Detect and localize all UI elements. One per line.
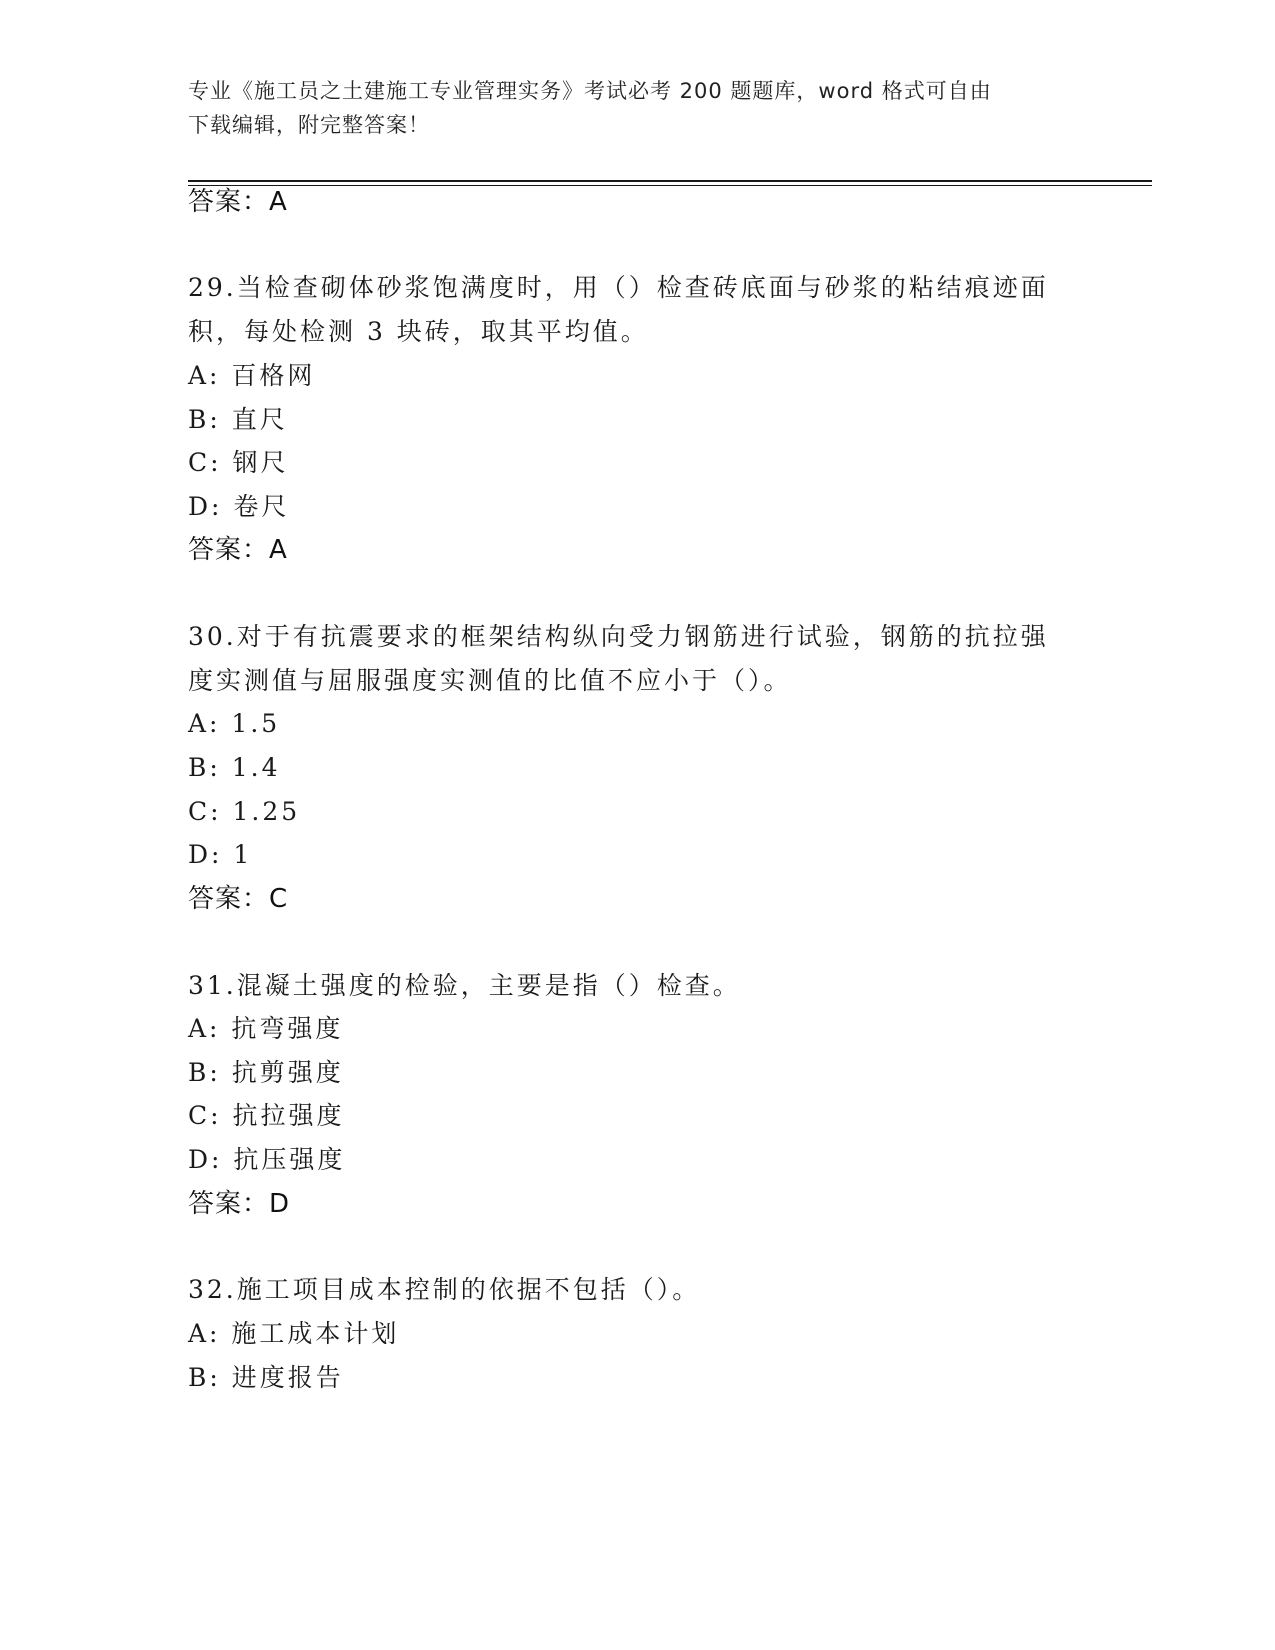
question-29-option-a: A: 百格网 [188, 361, 316, 390]
question-31-option-c: C: 抗拉强度 [188, 1101, 345, 1130]
question-32-option-a: A: 施工成本计划 [188, 1319, 400, 1348]
question-30-text-line-2: 度实测值与屈服强度实测值的比值不应小于（）。 [188, 666, 792, 695]
question-29-text-line-2: 积，每处检测 3 块砖，取其平均值。 [188, 317, 649, 346]
question-29-option-c: C: 钢尺 [188, 448, 289, 477]
document-header [188, 74, 1088, 142]
header-divider [188, 180, 1152, 182]
question-31-option-b: B: 抗剪强度 [188, 1058, 344, 1087]
question-31-text-line-1: 31.混凝土强度的检验，主要是指（）检查。 [188, 971, 741, 1000]
question-31-option-a: A: 抗弯强度 [188, 1014, 344, 1043]
question-30-option-b: B: 1.4 [188, 753, 281, 782]
question-30-option-d: D: 1 [188, 840, 253, 869]
header-line-2: 下载编辑，附完整答案！ [188, 113, 430, 137]
question-29-answer: 答案：A [188, 535, 288, 565]
question-30-option-c: C: 1.25 [188, 797, 301, 826]
question-29-option-d: D: 卷尺 [188, 492, 290, 521]
question-30-option-a: A: 1.5 [188, 709, 281, 738]
question-30-answer: 答案：C [188, 884, 289, 914]
question-30-text-line-1: 30.对于有抗震要求的框架结构纵向受力钢筋进行试验，钢筋的抗拉强 [188, 622, 1049, 651]
question-29-text-line-1: 29.当检查砌体砂浆饱满度时，用（）检查砖底面与砂浆的粘结痕迹面 [188, 273, 1049, 302]
question-29-option-b: B: 直尺 [188, 405, 288, 434]
header-divider-thin [188, 185, 1152, 186]
header-line-1: 专业《施工员之土建施工专业管理实务》考试必考 200 题题库，word 格式可自由 [188, 79, 992, 103]
question-32-text-line-1: 32.施工项目成本控制的依据不包括（）。 [188, 1275, 701, 1304]
top-answer: 答案：A [188, 187, 288, 217]
question-31-answer: 答案：D [188, 1189, 291, 1219]
question-31-option-d: D: 抗压强度 [188, 1145, 346, 1174]
question-32-option-b: B: 进度报告 [188, 1363, 344, 1392]
